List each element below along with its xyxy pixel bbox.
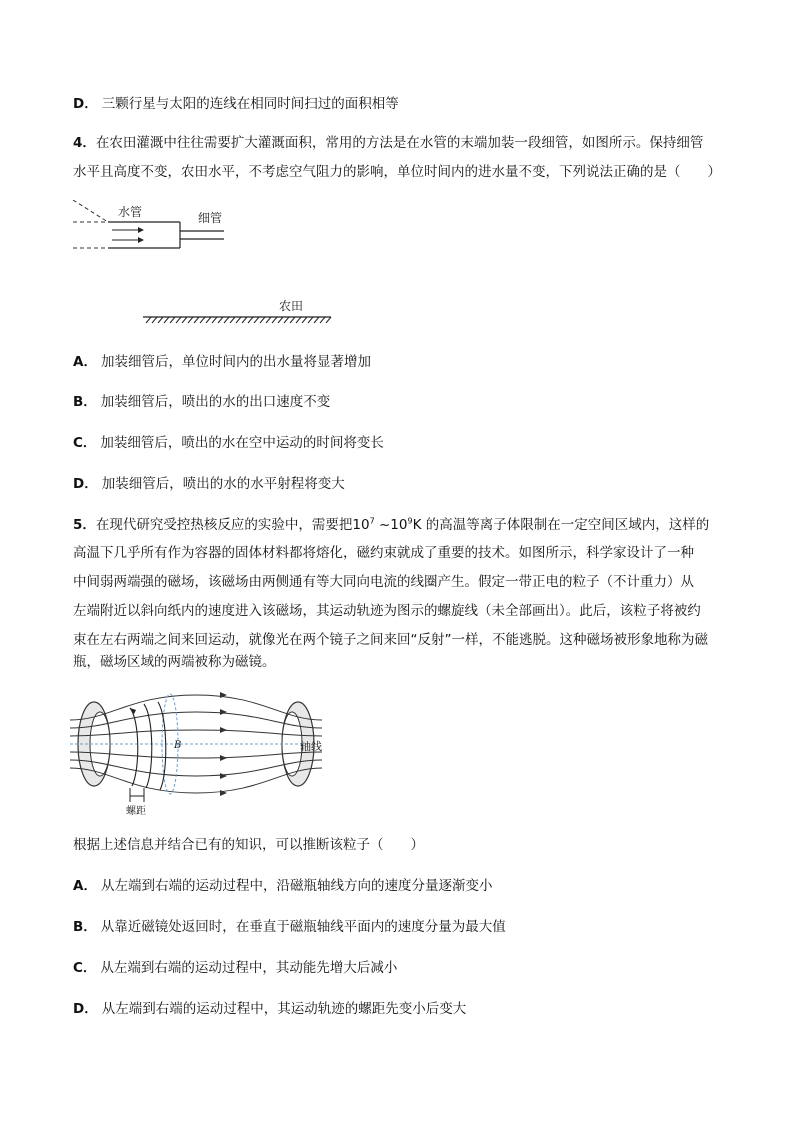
- q4-stem-line-2: 水平且高度不变，农田水平，不考虑空气阻力的影响，单位时间内的进水量不变，下列说法正确的是（ ）: [73, 164, 721, 180]
- exponent: 7: [369, 516, 375, 526]
- stem-text: K 的高温等离子体限制在一定空间区域内，这样的: [412, 517, 710, 533]
- option-letter: D．: [73, 96, 98, 112]
- option-letter: B．: [73, 394, 97, 410]
- option-text: 从左端到右端的运动过程中，其运动轨迹的螺距先变小后变大: [101, 1001, 467, 1017]
- option-text: 加装细管后，喷出的水的水平射程将变大: [101, 476, 345, 492]
- q5-question: 根据上述信息并结合已有的知识，可以推断该粒子（ ）: [73, 837, 424, 853]
- option-letter: D．: [73, 476, 98, 492]
- option-text: 从左端到右端的运动过程中，沿磁瓶轴线方向的速度分量逐渐变小: [100, 878, 493, 894]
- q4-option-c: [73, 433, 384, 453]
- q5-stem-line-4: 左端附近以斜向纸内的速度进入该磁场，其运动轨迹为图示的螺旋线（未全部画出）。此后，该粒子将被约: [73, 603, 701, 619]
- option-text: 加装细管后，喷出的水在空中运动的时间将变长: [100, 435, 384, 451]
- ground-hatch: [146, 317, 331, 323]
- question-number: 4．: [73, 135, 96, 151]
- q5-option-b: [73, 917, 506, 937]
- option-letter: A．: [73, 878, 97, 894]
- stem-text: 在农田灌溉中往往需要扩大灌溉面积，常用的方法是在水管的末端加装一段细管，如图所示。保持细管: [95, 135, 704, 151]
- stem-text: ~10: [374, 517, 408, 533]
- axis-label: 轴线: [300, 740, 322, 753]
- q5-stem-line-6: 瓶，磁场区域的两端被称为磁镜。: [73, 654, 276, 670]
- option-letter: D．: [73, 1001, 98, 1017]
- q5-stem-line-3: 中间弱两端强的磁场，该磁场由两侧通有等大同向电流的线圈产生。假定一带正电的粒子（不计重力）从: [73, 574, 694, 590]
- option-text: 三颗行星与太阳的连线在相同时间扫过的面积相等: [101, 96, 399, 112]
- farmland-label: 农田: [279, 299, 304, 313]
- q4-option-a: [73, 352, 371, 372]
- thin-pipe-label: 细管: [198, 211, 223, 225]
- option-letter: C．: [73, 435, 97, 451]
- q5-option-c: [73, 958, 397, 978]
- option-letter: A．: [73, 354, 97, 370]
- q4-stem-line-1: [73, 133, 703, 153]
- pipe-dashed-top: [73, 200, 108, 222]
- option-letter: B．: [73, 919, 97, 935]
- water-pipe-figure: [70, 200, 360, 330]
- question-number: 5．: [73, 517, 96, 533]
- q5-stem-line-1: [73, 515, 709, 535]
- option-text: 从左端到右端的运动过程中，其动能先增大后减小: [100, 960, 398, 976]
- option-text: 加装细管后，单位时间内的出水量将显著增加: [100, 354, 371, 370]
- pitch-label: 螺距: [126, 806, 146, 817]
- b-label: B: [174, 740, 182, 751]
- option-text: 加装细管后，喷出的水的出口速度不变: [100, 394, 331, 410]
- stem-text: 在现代研究受控热核反应的实验中，需要把10: [95, 517, 370, 533]
- q5-stem-line-5: 束在左右两端之间来回运动，就像光在两个镜子之间来回“反射”一样，不能逃脱。这种磁场被形象地称为磁: [73, 632, 708, 648]
- exponent: 9: [407, 516, 413, 526]
- flow-arrows: [112, 227, 144, 243]
- q4-option-d: [73, 474, 345, 494]
- magnetic-bottle-figure: [70, 690, 340, 820]
- q3-option-d: [73, 94, 399, 114]
- q5-stem-line-2: 高温下几乎所有作为容器的固体材料都将熔化，磁约束就成了重要的技术。如图所示，科学家设计了一种: [73, 545, 694, 561]
- option-text: 从靠近磁镜处返回时，在垂直于磁瓶轴线平面内的速度分量为最大值: [100, 919, 506, 935]
- q5-option-a: [73, 876, 492, 896]
- q5-option-d: [73, 999, 466, 1019]
- water-pipe-label: 水管: [118, 205, 143, 219]
- q4-option-b: [73, 392, 330, 412]
- option-letter: C．: [73, 960, 97, 976]
